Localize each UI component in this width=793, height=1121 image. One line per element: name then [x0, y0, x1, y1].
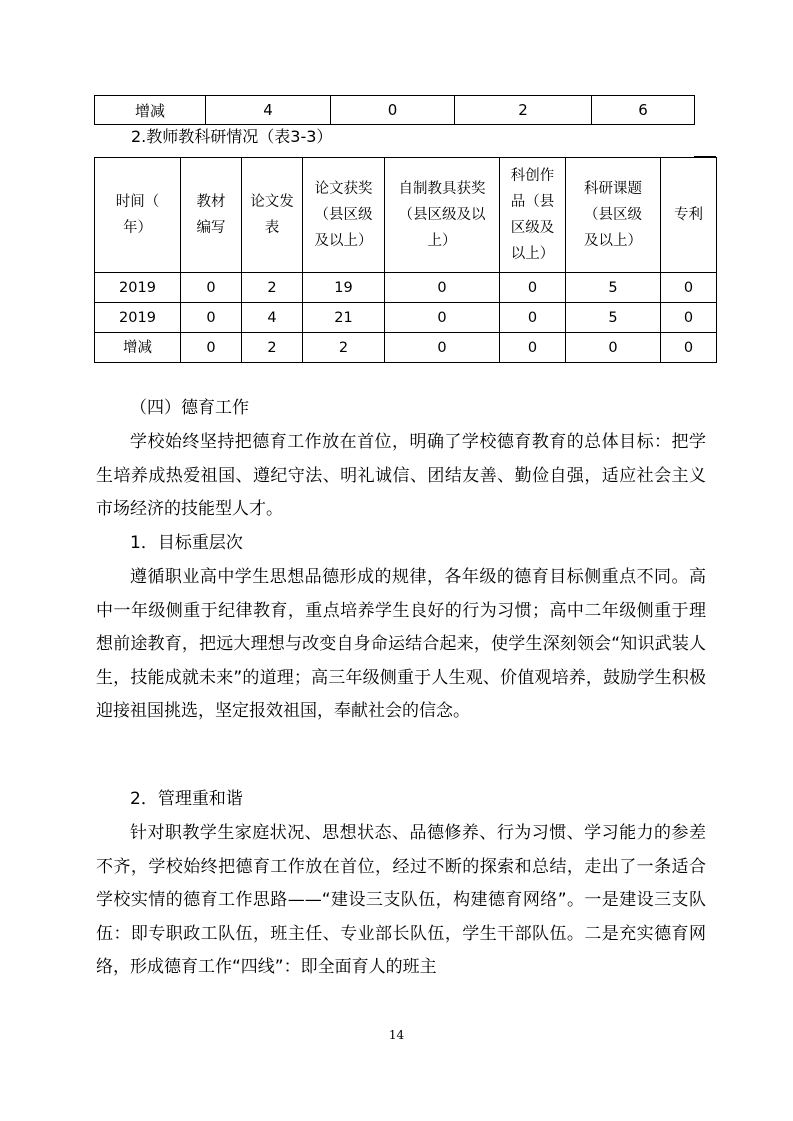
- table-header-cell: [385, 158, 500, 273]
- header-line: 品（县: [510, 194, 555, 210]
- table-row: [95, 333, 717, 363]
- table-cell: 0: [181, 273, 242, 303]
- table-cell: 2: [242, 273, 303, 303]
- table-cell: 0: [500, 333, 566, 363]
- paragraph-1: 学校始终坚持把德育工作放在首位，明确了学校德育教育的总体目标：把学生培养成热爱祖国、遵纪守法、明礼诚信、团结友善、勤俭自强，适应社会主义市场经济的技能型人才。: [96, 432, 706, 520]
- header-line: 时间（: [115, 194, 160, 210]
- header-line: （县区级: [314, 207, 373, 223]
- page-number: 14: [388, 1028, 405, 1042]
- header-line: 科创作: [510, 168, 555, 184]
- table-cell: 0: [500, 273, 566, 303]
- header-line: 表: [264, 220, 280, 236]
- header-line: 区级及: [510, 220, 555, 236]
- table-cell: 0: [385, 303, 500, 333]
- table-cell: 0: [661, 333, 717, 363]
- table-cell: 0: [661, 303, 717, 333]
- research-table: [94, 157, 717, 363]
- header-line: 论文获奖: [314, 181, 373, 197]
- table-cell: 2: [303, 333, 385, 363]
- table-cell: 19: [303, 273, 385, 303]
- table-cell: 0: [181, 333, 242, 363]
- section-heading: （四）德育工作: [130, 398, 249, 418]
- table-cell: 0: [181, 303, 242, 333]
- table-cell: 2: [455, 96, 592, 125]
- table-cell: 增减: [95, 96, 206, 125]
- table-row: [95, 303, 717, 333]
- table-row: [95, 96, 695, 125]
- table-header-cell: [242, 158, 303, 273]
- table-cell: 21: [303, 303, 385, 333]
- table-cell: 4: [242, 303, 303, 333]
- table-row: [95, 273, 717, 303]
- table-cell: 2019: [95, 303, 181, 333]
- header-line: 以上）: [510, 246, 555, 262]
- table-header-cell: [303, 158, 385, 273]
- header-line: 编写: [196, 220, 226, 236]
- table-header-cell: [500, 158, 566, 273]
- header-line: 教材: [196, 194, 226, 210]
- header-line: 自制教具获奖: [398, 181, 486, 197]
- subheading-2: 2．管理重和谐: [130, 789, 243, 809]
- table-cell: 0: [331, 96, 455, 125]
- header-line: 科研课题: [584, 181, 642, 197]
- paragraph-2: 遵循职业高中学生思想品德形成的规律，各年级的德育目标侧重点不同。高中一年级侧重于纪律教育，重点培养学生良好的行为习惯；高中二年级侧重于理想前途教育，把远大理想与改变自身命运结合起来，使学生深刻领会“知识武装人生，技能成就未来”的道理；高三年级侧重于人生观、价值观培养，鼓励学生积极迎接祖国挑选，坚定报效祖国，奉献社会的信念。: [96, 567, 706, 722]
- table-cell: 5: [566, 273, 661, 303]
- table-header-cell: [661, 158, 717, 273]
- header-line: （县区级: [584, 207, 642, 223]
- header-line: 论文发: [250, 194, 294, 210]
- table-cell: 0: [385, 273, 500, 303]
- header-line: 及以上）: [584, 233, 642, 249]
- paragraph-3: 针对职教学生家庭状况、思想状态、品德修养、行为习惯、学习能力的参差不齐，学校始终把德育工作放在首位，经过不断的探索和总结，走出了一条适合学校实情的德育工作思路——“建设三支队伍，构建德育网络”。一是建设三支队伍：即专职政工队伍，班主任、专业部长队伍，学生干部队伍。二是充实德育网络，形成德育工作“四线”：即全面育人的班主: [96, 823, 706, 978]
- header-line: 专利: [674, 207, 703, 223]
- header-line: 年）: [123, 220, 152, 236]
- header-line: 上）: [427, 233, 457, 249]
- table-cell: 0: [500, 303, 566, 333]
- table-header-cell: [566, 158, 661, 273]
- table-cell: 5: [566, 303, 661, 333]
- table-header-cell: [181, 158, 242, 273]
- table-cell: 0: [385, 333, 500, 363]
- table-cell: 4: [206, 96, 331, 125]
- header-line: （县区级及以: [398, 207, 486, 223]
- table-header-row: [95, 158, 717, 273]
- previous-table-fragment: [94, 95, 695, 125]
- subheading-1: 1．目标重层次: [130, 533, 243, 553]
- table-cell: 2019: [95, 273, 181, 303]
- table-caption: 2.教师教科研情况（表3-3）: [131, 127, 333, 146]
- header-line: 及以上）: [314, 233, 373, 249]
- table-cell: 增减: [95, 333, 181, 363]
- table-header-cell: [95, 158, 181, 273]
- table-cell: 0: [661, 273, 717, 303]
- table-cell: 0: [566, 333, 661, 363]
- table-cell: 2: [242, 333, 303, 363]
- table-cell: 6: [592, 96, 695, 125]
